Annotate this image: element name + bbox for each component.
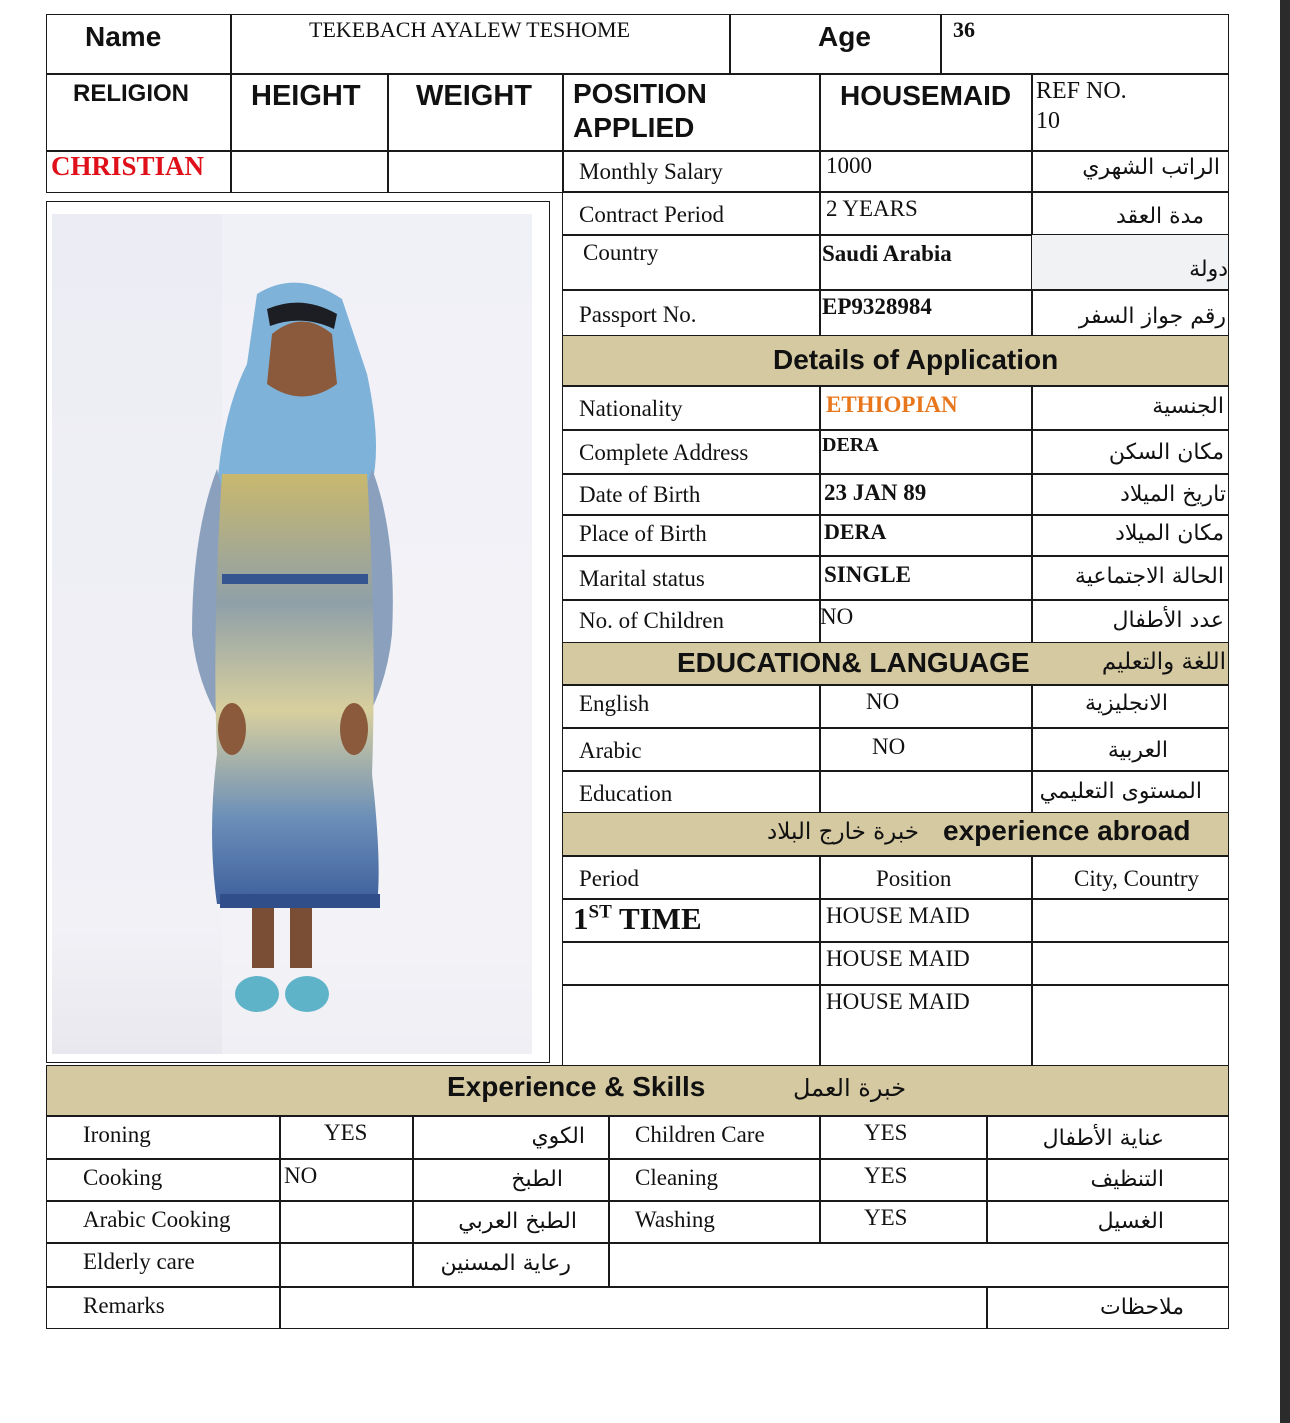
marital-label-cell xyxy=(562,555,821,601)
abroad-row2-position-text: HOUSE MAID xyxy=(826,946,970,971)
skills-title-ar: خبرة العمل xyxy=(793,1074,907,1102)
name-value-cell xyxy=(230,14,731,75)
passport-ar: رقم جواز السفر xyxy=(1078,304,1226,329)
elderly-label-cell xyxy=(46,1242,281,1288)
dob-ar-cell xyxy=(1031,473,1229,516)
english-value: NO xyxy=(866,689,900,714)
period-ar: مدة العقد xyxy=(1116,204,1204,229)
position-label-line1: POSITION xyxy=(573,78,707,109)
ref-value: 10 xyxy=(1036,108,1060,134)
arabic-label: Arabic xyxy=(579,738,642,763)
weight-label-cell xyxy=(387,73,564,152)
address-label-cell xyxy=(562,429,821,475)
nationality-value: ETHIOPIAN xyxy=(826,392,958,417)
country-label-cell xyxy=(562,234,821,291)
salary-ar-cell xyxy=(1031,150,1229,193)
cooking-value: NO xyxy=(284,1163,318,1188)
ref-cell xyxy=(1031,73,1229,152)
period-value-cell xyxy=(819,191,1033,236)
abroad-row1-position-text: HOUSE MAID xyxy=(826,903,970,928)
washing-ar-cell xyxy=(986,1200,1229,1244)
abroad-row3-period xyxy=(562,984,821,1067)
english-value-cell xyxy=(819,684,1033,729)
age-label: Age xyxy=(818,21,871,52)
children-value: NO xyxy=(820,604,854,629)
abroad-row3-city xyxy=(1031,984,1229,1067)
nationality-label-cell xyxy=(562,385,821,431)
ironing-ar-cell xyxy=(412,1115,610,1160)
passport-value: EP9328984 xyxy=(822,294,932,319)
marital-ar-cell xyxy=(1031,555,1229,601)
children-care-value: YES xyxy=(864,1120,908,1145)
arabic-cooking-ar-cell xyxy=(412,1200,610,1244)
education-ar-cell xyxy=(1031,770,1229,814)
elderly-value-cell xyxy=(279,1242,414,1288)
children-care-ar: عناية الأطفال xyxy=(1042,1126,1164,1151)
ironing-value-cell xyxy=(279,1115,414,1160)
children-ar-cell xyxy=(1031,599,1229,644)
age-value: 36 xyxy=(953,17,975,42)
abroad-title: experience abroad xyxy=(943,815,1191,846)
ironing-ar: الكوي xyxy=(531,1124,585,1149)
abroad-city-label: City, Country xyxy=(1074,866,1200,891)
abroad-band xyxy=(562,812,1229,857)
country-value-cell xyxy=(819,234,1033,291)
height-label: HEIGHT xyxy=(251,80,361,112)
abroad-row1-period-sup: ST xyxy=(588,901,612,923)
arabic-value-cell xyxy=(819,727,1033,772)
marital-value-cell xyxy=(819,555,1033,601)
position-value-cell xyxy=(819,73,1033,152)
arabic-ar: العربية xyxy=(1107,738,1168,763)
children-care-value-cell xyxy=(819,1115,988,1160)
position-value: HOUSEMAID xyxy=(840,80,1012,111)
abroad-row1-period xyxy=(562,898,821,943)
arabic-value: NO xyxy=(872,734,906,759)
english-label-cell xyxy=(562,684,821,729)
children-care-label-cell xyxy=(608,1115,821,1160)
education-value-cell xyxy=(819,770,1033,814)
elderly-label: Elderly care xyxy=(83,1249,195,1274)
religion-value: CHRISTIAN xyxy=(51,151,205,181)
pob-value-cell xyxy=(819,514,1033,557)
abroad-position-label: Position xyxy=(876,866,952,891)
abroad-row1-period-num: 1 xyxy=(573,901,589,936)
arabic-label-cell xyxy=(562,727,821,772)
address-value: DERA xyxy=(822,434,879,456)
pob-ar: مكان الميلاد xyxy=(1115,521,1224,546)
marital-label: Marital status xyxy=(579,566,705,591)
country-value: Saudi Arabia xyxy=(822,241,952,266)
period-ar-cell xyxy=(1031,191,1229,236)
passport-label: Passport No. xyxy=(579,302,697,327)
cleaning-ar: التنظيف xyxy=(1090,1167,1164,1192)
cleaning-ar-cell xyxy=(986,1158,1229,1202)
english-ar-cell xyxy=(1031,684,1229,729)
washing-value: YES xyxy=(864,1205,908,1230)
address-ar: مكان السكن xyxy=(1108,440,1224,465)
age-value-cell xyxy=(940,14,1229,75)
washing-value-cell xyxy=(819,1200,988,1244)
nationality-ar-cell xyxy=(1031,385,1229,431)
dob-value: 23 JAN 89 xyxy=(824,480,927,505)
children-ar: عدد الأطفال xyxy=(1112,608,1224,633)
weight-value-cell xyxy=(387,150,564,193)
pob-label: Place of Birth xyxy=(579,521,707,546)
abroad-city-header xyxy=(1031,855,1229,900)
children-care-label: Children Care xyxy=(635,1122,765,1147)
details-band xyxy=(562,335,1229,387)
religion-label: RELIGION xyxy=(73,80,190,107)
education-title-ar: اللغة والتعليم xyxy=(1101,649,1226,675)
position-label-cell xyxy=(562,73,821,152)
cooking-value-cell xyxy=(279,1158,414,1202)
age-label-cell xyxy=(729,14,942,75)
nationality-value-cell xyxy=(819,385,1033,431)
salary-label: Monthly Salary xyxy=(579,159,723,184)
pob-ar-cell xyxy=(1031,514,1229,557)
children-label: No. of Children xyxy=(579,608,725,633)
salary-value: 1000 xyxy=(826,153,872,178)
religion-label-cell xyxy=(46,73,232,152)
address-label: Complete Address xyxy=(579,440,749,465)
person-figure-illustration xyxy=(52,214,532,1054)
abroad-row2-period xyxy=(562,941,821,986)
ironing-label-cell xyxy=(46,1115,281,1160)
education-label-cell xyxy=(562,770,821,814)
elderly-ar: رعاية المسنين xyxy=(440,1251,571,1276)
pob-value: DERA xyxy=(824,519,887,544)
arabic-cooking-value-cell xyxy=(279,1200,414,1244)
period-label-cell xyxy=(562,191,821,236)
marital-ar: الحالة الاجتماعية xyxy=(1074,564,1224,589)
english-ar: الانجليزية xyxy=(1085,691,1168,716)
abroad-row1-period-rest: TIME xyxy=(611,901,702,936)
abroad-title-ar: خبرة خارج البلاد xyxy=(767,819,920,845)
country-ar: دولة xyxy=(1189,257,1228,282)
cleaning-value: YES xyxy=(864,1163,908,1188)
children-care-ar-cell xyxy=(986,1115,1229,1160)
passport-label-cell xyxy=(562,289,821,337)
skills-title: Experience & Skills xyxy=(447,1071,706,1102)
address-ar-cell xyxy=(1031,429,1229,475)
pob-label-cell xyxy=(562,514,821,557)
salary-ar: الراتب الشهري xyxy=(1082,155,1220,180)
remarks-ar: ملاحظات xyxy=(1100,1295,1184,1320)
arabic-ar-cell xyxy=(1031,727,1229,772)
ironing-label: Ironing xyxy=(83,1122,151,1147)
name-label-cell xyxy=(46,14,232,75)
cleaning-label: Cleaning xyxy=(635,1165,719,1190)
ironing-value: YES xyxy=(324,1120,368,1145)
cleaning-value-cell xyxy=(819,1158,988,1202)
english-label: English xyxy=(579,691,650,716)
washing-label-cell xyxy=(608,1200,821,1244)
cooking-label-cell xyxy=(46,1158,281,1202)
children-value-cell xyxy=(819,599,1033,644)
arabic-cooking-label-cell xyxy=(46,1200,281,1244)
cooking-ar-cell xyxy=(412,1158,610,1202)
remarks-label: Remarks xyxy=(83,1293,165,1318)
dob-ar: تاريخ الميلاد xyxy=(1120,482,1226,507)
position-label-line2: APPLIED xyxy=(573,112,695,143)
abroad-row1-city xyxy=(1031,898,1229,943)
elderly-ar-cell xyxy=(412,1242,610,1288)
arabic-cooking-ar: الطبخ العربي xyxy=(458,1209,577,1234)
washing-label: Washing xyxy=(635,1207,715,1232)
details-title: Details of Application xyxy=(773,344,1059,375)
education-label: Education xyxy=(579,781,673,806)
abroad-row3-position-text: HOUSE MAID xyxy=(826,989,970,1014)
remarks-value-cell xyxy=(279,1286,988,1329)
dob-label: Date of Birth xyxy=(579,482,701,507)
abroad-position-header xyxy=(819,855,1033,900)
salary-label-cell xyxy=(562,150,821,193)
passport-value-cell xyxy=(819,289,1033,337)
nationality-label: Nationality xyxy=(579,396,683,421)
name-value: TEKEBACH AYALEW TESHOME xyxy=(309,17,631,42)
education-band xyxy=(562,642,1229,686)
nationality-ar: الجنسية xyxy=(1152,394,1224,419)
marital-value: SINGLE xyxy=(824,562,911,587)
cooking-label: Cooking xyxy=(83,1165,163,1190)
period-label: Contract Period xyxy=(579,202,724,227)
skills-row4-blank xyxy=(608,1242,1229,1288)
period-value: 2 YEARS xyxy=(826,196,918,221)
cleaning-label-cell xyxy=(608,1158,821,1202)
dob-value-cell xyxy=(819,473,1033,516)
cooking-ar: الطبخ xyxy=(511,1167,563,1192)
dob-label-cell xyxy=(562,473,821,516)
address-value-cell xyxy=(819,429,1033,475)
abroad-row1-period-text xyxy=(573,901,702,937)
weight-label: WEIGHT xyxy=(416,80,532,112)
skills-band xyxy=(46,1065,1229,1117)
education-ar: المستوى التعليمي xyxy=(1039,779,1202,804)
height-value-cell xyxy=(230,150,389,193)
religion-value-cell xyxy=(46,150,232,193)
window-edge xyxy=(1280,0,1290,1423)
remarks-label-cell xyxy=(46,1286,281,1329)
abroad-row1-position xyxy=(819,898,1033,943)
remarks-ar-cell xyxy=(986,1286,1229,1329)
abroad-period-header xyxy=(562,855,821,900)
abroad-row3-position xyxy=(819,984,1033,1067)
education-title: EDUCATION& LANGUAGE xyxy=(677,647,1030,678)
children-label-cell xyxy=(562,599,821,644)
abroad-row2-position xyxy=(819,941,1033,986)
applicant-photo xyxy=(52,214,532,1054)
abroad-period-label: Period xyxy=(579,866,640,891)
arabic-cooking-label: Arabic Cooking xyxy=(83,1207,231,1232)
abroad-row2-city xyxy=(1031,941,1229,986)
country-ar-cell xyxy=(1031,234,1229,291)
salary-value-cell xyxy=(819,150,1033,193)
height-label-cell xyxy=(230,73,389,152)
country-label: Country xyxy=(583,240,659,265)
washing-ar: الغسيل xyxy=(1097,1209,1164,1234)
name-label: Name xyxy=(85,21,162,52)
passport-ar-cell xyxy=(1031,289,1229,337)
ref-label: REF NO. xyxy=(1036,78,1127,104)
